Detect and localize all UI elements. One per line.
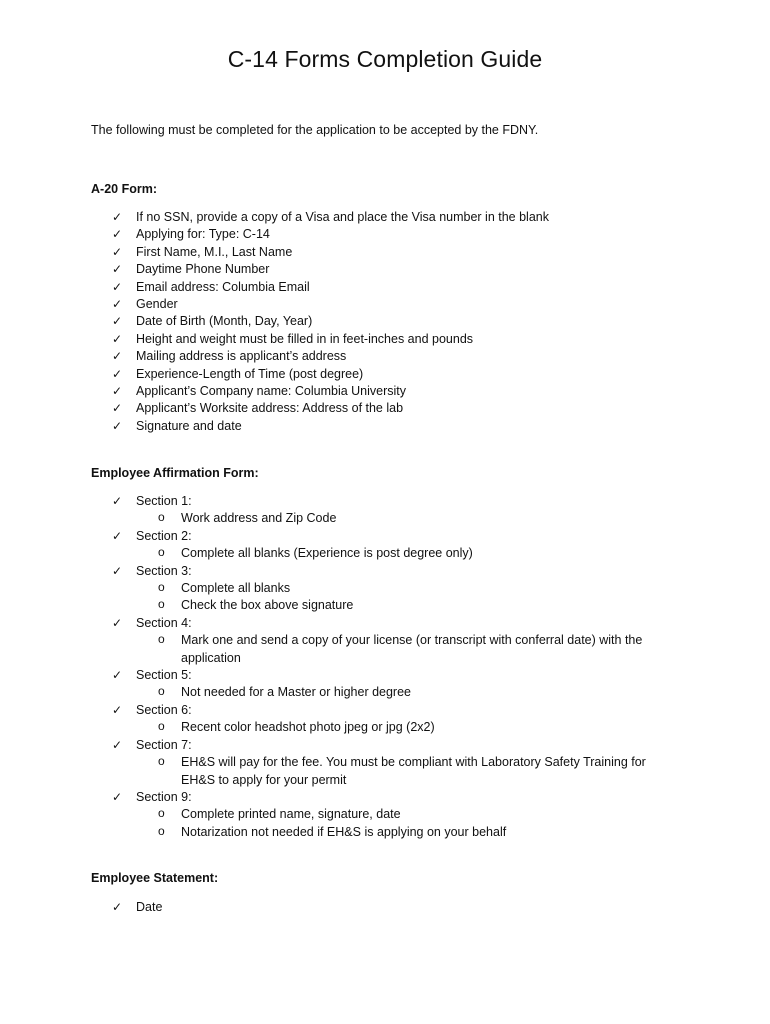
checklist-item [112,313,682,330]
section-subitems [136,806,682,841]
section-subitems [136,719,682,736]
checklist-item-text: Section 1: [136,494,192,508]
section-item [112,493,682,528]
sub-item-text: Work address and Zip Code [181,511,337,526]
statement-heading: Employee Statement: [91,871,219,885]
check-mark-icon: ✓ [112,702,123,717]
checklist-item-text: Mailing address is applicant’s address [136,349,347,364]
checklist-item-text: Section 2: [136,528,192,543]
hollow-circle-bullet-icon: o [158,684,165,699]
check-mark-icon: ✓ [112,563,123,578]
section-item [112,702,682,737]
checklist-item [112,383,682,400]
affirmation-checklist [112,493,682,841]
checklist-item [112,296,682,313]
checklist-item-text: Email address: Columbia Email [136,279,310,294]
checklist-item-text: Section 4: [136,615,192,630]
checklist-item [112,261,682,278]
checklist-item-text: Signature and date [136,418,242,433]
sub-item-text: Complete printed name, signature, date [181,807,401,822]
checklist-item [112,279,682,296]
check-mark-icon: ✓ [112,279,123,294]
section-subitems [136,545,682,562]
hollow-circle-bullet-icon: o [158,580,165,595]
sub-item-text: Recent color headshot photo jpeg or jpg (2x2) [181,720,435,735]
check-mark-icon: ✓ [112,262,123,277]
section-item [112,737,682,789]
sub-item [136,719,682,736]
check-mark-icon: ✓ [112,227,123,242]
checklist-item-text: Section 5: [136,668,192,683]
checklist-item-text: Daytime Phone Number [136,262,270,277]
a20-heading: A-20 Form: [91,182,157,196]
affirmation-heading: Employee Affirmation Form: [91,466,259,480]
a20-checklist [112,209,682,435]
checklist-item [112,418,682,435]
checklist-item [112,226,682,243]
check-mark-icon: ✓ [112,737,123,752]
sub-item [136,545,682,562]
check-mark-icon: ✓ [112,366,123,381]
check-mark-icon: ✓ [112,789,123,804]
page-title: C-14 Forms Completion Guide [227,46,543,72]
checklist-item-text: Section 9: [136,789,192,804]
checklist-item [112,366,682,383]
checklist-item [112,331,682,348]
checklist-item [112,244,682,261]
section-subitems [136,510,682,527]
checklist-item-text: First Name, M.I., Last Name [136,244,293,259]
checklist-item [112,899,682,916]
check-mark-icon: ✓ [112,314,123,329]
hollow-circle-bullet-icon: o [158,823,165,838]
checklist-item-text: Date of Birth (Month, Day, Year) [136,314,313,329]
section-item [112,528,682,563]
check-mark-icon: ✓ [112,244,123,259]
sub-item [136,824,682,841]
checklist-item [112,400,682,417]
checklist-item-text: Section 3: [136,563,192,578]
sub-item [136,684,682,701]
checklist-item-text: Applicant’s Company name: Columbia University [136,384,407,399]
check-mark-icon: ✓ [112,668,123,683]
check-mark-icon: ✓ [112,494,123,508]
sub-item [136,754,682,789]
hollow-circle-bullet-icon: o [158,806,165,821]
sub-item-text: Mark one and send a copy of your license (or transcript with conferral date) with the application [181,633,643,665]
checklist-item [112,348,682,365]
check-mark-icon: ✓ [112,401,123,416]
sub-item [136,806,682,823]
statement-checklist [112,899,682,916]
section-subitems [136,684,682,701]
checklist-item-text: Applicant’s Worksite address: Address of the lab [136,401,404,416]
check-mark-icon: ✓ [112,297,123,312]
checklist-item-text: Date [136,900,163,914]
check-mark-icon: ✓ [112,384,123,399]
hollow-circle-bullet-icon: o [158,632,165,647]
hollow-circle-bullet-icon: o [158,597,165,612]
section-subitems [136,754,682,789]
check-mark-icon: ✓ [112,331,123,346]
hollow-circle-bullet-icon: o [158,510,165,525]
checklist-item-text: If no SSN, provide a copy of a Visa and place the Visa number in the blank [136,210,549,224]
section-subitems [136,580,682,615]
section-item [112,789,682,841]
check-mark-icon: ✓ [112,900,123,914]
checklist-item-text: Experience-Length of Time (post degree) [136,366,364,381]
sub-item [136,597,682,614]
section-item [112,563,682,615]
sub-item [136,510,682,527]
sub-item-text: Not needed for a Master or higher degree [181,685,411,700]
checklist-item-text: Applying for: Type: C-14 [136,227,270,242]
check-mark-icon: ✓ [112,210,123,224]
section-subitems [136,632,682,667]
section-item [112,667,682,702]
section-item [112,615,682,667]
sub-item [136,580,682,597]
sub-item-text: EH&S will pay for the fee. You must be compliant with Laboratory Safety Training for EH&S to apply for your permit [181,755,646,787]
sub-item-text: Notarization not needed if EH&S is applying on your behalf [181,824,507,839]
checklist-item [112,209,682,226]
sub-item-text: Check the box above signature [181,598,354,613]
check-mark-icon: ✓ [112,349,123,364]
sub-item-text: Complete all blanks [181,581,291,596]
sub-item [136,632,682,667]
checklist-item-text: Section 7: [136,737,192,752]
hollow-circle-bullet-icon: o [158,754,165,769]
check-mark-icon: ✓ [112,528,123,543]
check-mark-icon: ✓ [112,615,123,630]
hollow-circle-bullet-icon: o [158,545,165,560]
hollow-circle-bullet-icon: o [158,719,165,734]
sub-item-text: Complete all blanks (Experience is post degree only) [181,546,473,561]
intro-text: The following must be completed for the application to be accepted by the FDNY. [91,123,539,137]
check-mark-icon: ✓ [112,418,123,433]
checklist-item-text: Height and weight must be filled in in feet-inches and pounds [136,331,474,346]
checklist-item-text: Section 6: [136,702,192,717]
checklist-item-text: Gender [136,297,178,312]
